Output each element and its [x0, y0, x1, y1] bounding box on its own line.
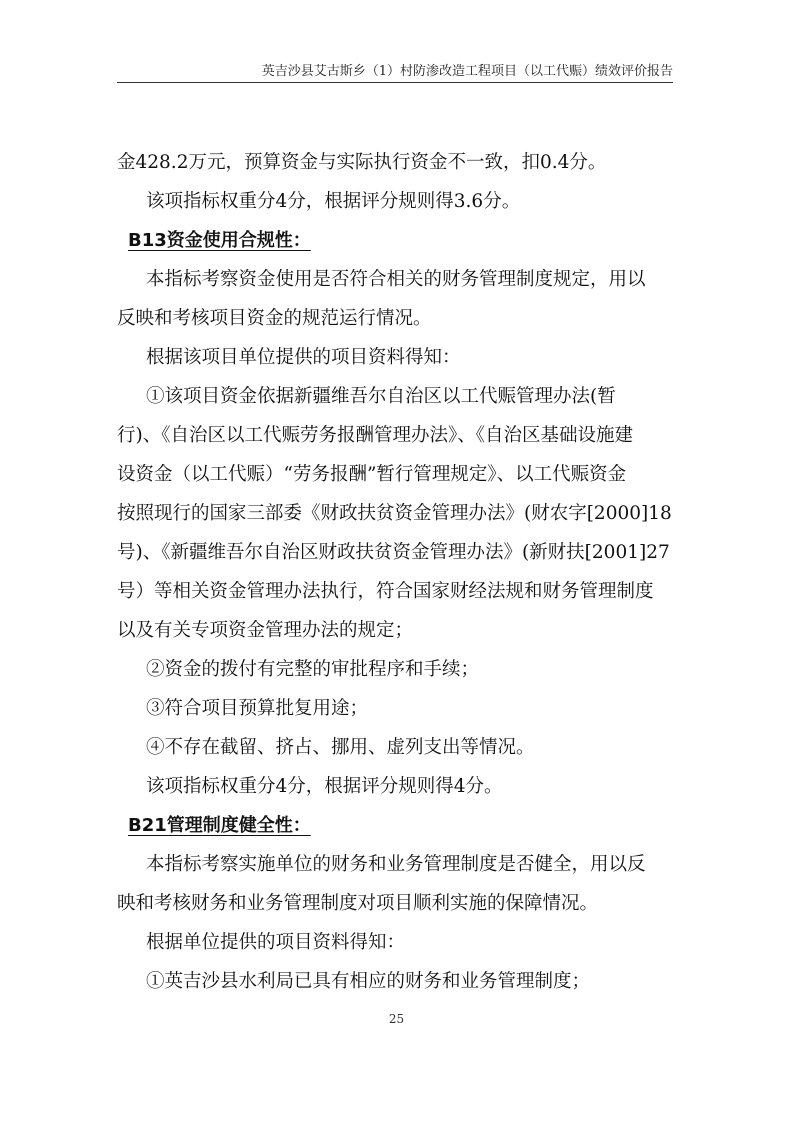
running-header: 英吉沙县艾古斯乡（1）村防渗改造工程项目（以工代赈）绩效评价报告	[261, 64, 673, 79]
paragraph-line: 行)、《自治区以工代赈劳务报酬管理办法》、《自治区基础设施建	[117, 425, 633, 446]
paragraph-line: ③符合项目预算批复用途；	[146, 698, 369, 719]
section-heading-b21	[117, 806, 697, 845]
paragraph-line: 根据单位提供的项目资料得知：	[146, 932, 406, 953]
paragraph-line: 本指标考察资金使用是否符合相关的财务管理制度规定，用以	[146, 269, 646, 290]
paragraph-line: 按照现行的国家三部委《财政扶贫资金管理办法》(财农字[2000]18	[117, 503, 672, 524]
header-rule	[117, 82, 673, 83]
section-heading-b13	[117, 221, 697, 260]
paragraph-line: 本指标考察实施单位的财务和业务管理制度是否健全，用以反	[146, 854, 646, 875]
paragraph-line: ②资金的拨付有完整的审批程序和手续；	[146, 659, 480, 680]
paragraph-line: ①该项目资金依据新疆维吾尔自治区以工代赈管理办法(暂	[146, 386, 616, 407]
paragraph-line: 根据该项目单位提供的项目资料得知：	[146, 347, 461, 368]
paragraph-line: 以及有关专项资金管理办法的规定；	[117, 620, 414, 641]
page-number: 25	[388, 1012, 405, 1026]
section-heading-text: B13资金使用合规性：	[128, 230, 311, 251]
paragraph-line: 金428.2万元，预算资金与实际执行资金不一致，扣0.4分。	[117, 152, 607, 173]
paragraph-line: ①英吉沙县水利局已具有相应的财务和业务管理制度；	[146, 971, 591, 992]
paragraph-line: 号)、《新疆维吾尔自治区财政扶贫资金管理办法》(新财扶[2001]27	[117, 542, 670, 563]
paragraph-line: 号）等相关资金管理办法执行，符合国家财经法规和财务管理制度	[117, 581, 654, 602]
paragraph-line: 反映和考核项目资金的规范运行情况。	[117, 308, 432, 329]
paragraph-line: ④不存在截留、挤占、挪用、虚列支出等情况。	[146, 737, 535, 758]
paragraph-line: 设资金（以工代赈）“劳务报酬”暂行管理规定》、以工代赈资金	[117, 464, 627, 485]
paragraph-line: 该项指标权重分4分，根据评分规则得4分。	[146, 776, 503, 797]
paragraph-line: 映和考核财务和业务管理制度对项目顺利实施的保障情况。	[117, 893, 599, 914]
page-body	[117, 143, 697, 1001]
paragraph-line: 该项指标权重分4分，根据评分规则得3.6分。	[146, 191, 521, 212]
section-heading-text: B21管理制度健全性：	[128, 815, 311, 836]
